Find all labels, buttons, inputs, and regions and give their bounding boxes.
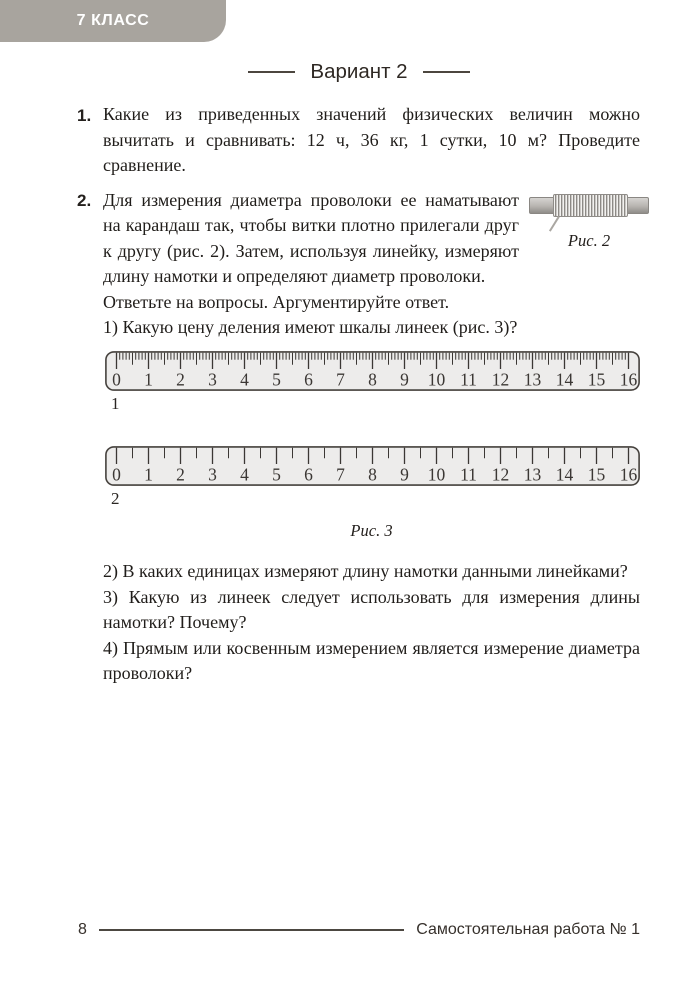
svg-text:15: 15 <box>587 369 606 389</box>
page-footer <box>78 917 640 943</box>
svg-text:9: 9 <box>400 464 409 484</box>
svg-text:0: 0 <box>112 464 121 484</box>
svg-text:12: 12 <box>491 369 510 389</box>
svg-text:6: 6 <box>304 369 313 389</box>
svg-text:0: 0 <box>112 369 121 389</box>
variant-title <box>78 60 640 84</box>
svg-text:2: 2 <box>176 464 185 484</box>
svg-text:13: 13 <box>523 464 542 484</box>
ruler-1-label: 1 <box>111 393 120 413</box>
footer-title: Самостоятельная работа № 1 <box>416 921 640 938</box>
task-1 <box>77 102 640 179</box>
svg-text:9: 9 <box>400 369 409 389</box>
svg-text:6: 6 <box>304 464 313 484</box>
footer-rule <box>99 929 404 931</box>
svg-text:1: 1 <box>144 369 153 389</box>
wire-on-pencil-graphic <box>529 191 649 221</box>
svg-text:13: 13 <box>523 369 542 389</box>
svg-text:7: 7 <box>336 369 345 389</box>
svg-text:1: 1 <box>144 464 153 484</box>
ruler-2 <box>105 446 640 486</box>
svg-text:15: 15 <box>587 464 606 484</box>
task-2 <box>77 188 640 341</box>
svg-text:10: 10 <box>427 369 446 389</box>
ruler-1 <box>105 351 640 391</box>
svg-text:11: 11 <box>460 464 477 484</box>
svg-text:3: 3 <box>208 369 217 389</box>
task-2-text <box>103 188 640 341</box>
title-dash-right <box>423 71 470 73</box>
wire-coil <box>553 194 628 217</box>
svg-text:14: 14 <box>555 464 574 484</box>
title-dash-left <box>248 71 295 73</box>
task-2-prompt: Ответьте на вопросы. Аргументируйте ответ. <box>103 291 450 312</box>
svg-text:4: 4 <box>240 464 249 484</box>
svg-text:8: 8 <box>368 369 377 389</box>
pencil-left-end <box>529 197 555 214</box>
svg-text:11: 11 <box>460 369 477 389</box>
variant-title-text: Вариант 2 <box>310 60 408 83</box>
task-2-subquestion-2: 2) В каких единицах измеряют длину намотки данными линейками? <box>103 561 628 581</box>
svg-text:14: 14 <box>555 369 574 389</box>
task-2-subquestion-4: 4) Прямым или косвенным измерением является измерение диаметра проволоки? <box>103 637 640 683</box>
task-1-number: 1. <box>77 105 92 125</box>
svg-text:2: 2 <box>176 369 185 389</box>
figure-2-caption: Рис. 2 <box>567 230 611 250</box>
pencil-right-end <box>626 197 649 214</box>
task-1-paragraph: Какие из приведенных значений физических величин можно вычитать и сравнивать: 12 ч, 36 кг, 1 сутки, 10 м? Проведите сравнение. <box>103 104 640 175</box>
svg-text:5: 5 <box>272 369 281 389</box>
task-2-subquestion-3: 3) Какую из линеек следует использовать для измерения длины намотки? Почему? <box>103 586 640 632</box>
svg-text:5: 5 <box>272 464 281 484</box>
svg-text:4: 4 <box>240 369 249 389</box>
task-2-intro: Для измерения диаметра проволоки ее наматывают на карандаш так, чтобы витки плотно прилегали друг к другу (рис. 2). Затем, используя линейку, измеряют длину намотки и определяют диаметр проволоки. <box>103 189 519 286</box>
svg-text:3: 3 <box>208 464 217 484</box>
svg-text:12: 12 <box>491 464 510 484</box>
svg-text:7: 7 <box>336 464 345 484</box>
task-2-number: 2. <box>77 191 92 210</box>
svg-text:10: 10 <box>427 464 446 484</box>
grade-tab <box>0 0 226 42</box>
figure-3-caption: Рис. 3 <box>350 520 393 540</box>
task-2-subquestion-1: 1) Какую цену деления имеют шкалы линеек (рис. 3)? <box>103 317 518 337</box>
grade-tab-label: 7 КЛАСС <box>76 12 150 29</box>
svg-text:8: 8 <box>368 464 377 484</box>
page-content <box>77 102 640 687</box>
subquestions-block <box>103 559 640 687</box>
svg-text:16: 16 <box>619 369 638 389</box>
figure-3 <box>103 351 640 544</box>
page-number: 8 <box>78 921 87 938</box>
figure-2 <box>528 189 650 261</box>
ruler-2-label: 2 <box>111 488 120 508</box>
task-1-text <box>103 102 640 179</box>
svg-text:16: 16 <box>619 464 638 484</box>
